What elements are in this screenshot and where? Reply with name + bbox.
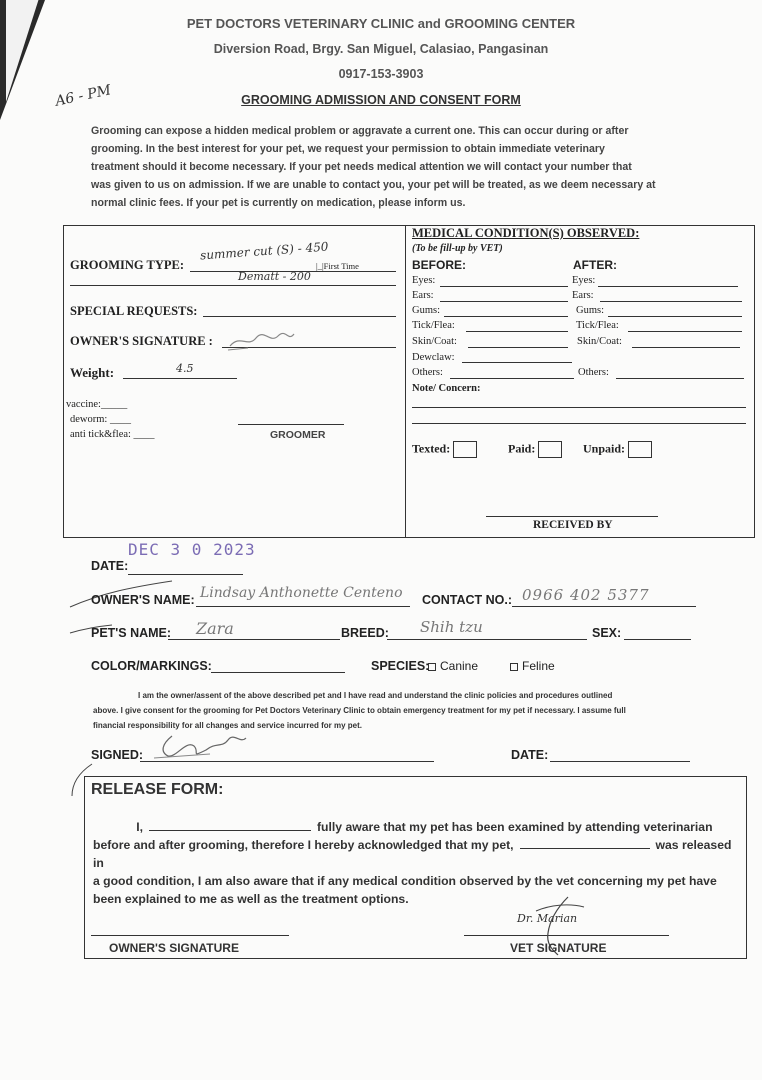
received-by-label: RECEIVED BY — [533, 519, 613, 531]
weight-field[interactable] — [123, 378, 237, 379]
release-line-1-text: fully aware that my pet has been examined by attending veterinarian — [317, 820, 713, 834]
paid-checkbox[interactable] — [508, 441, 562, 458]
after-tick-flea: Tick/Flea: — [576, 320, 619, 331]
after-ears-field[interactable] — [600, 301, 742, 302]
contact-label: CONTACT NO.: — [422, 593, 513, 607]
before-gums-field[interactable] — [444, 316, 568, 317]
groomer-signature-field[interactable] — [238, 424, 344, 425]
vet-signature-label: VET SIGNATURE — [510, 941, 607, 955]
signed-label: SIGNED: — [91, 748, 144, 762]
contact-field[interactable] — [512, 606, 696, 607]
before-ears-field[interactable] — [440, 301, 568, 302]
texted-box[interactable] — [453, 441, 477, 458]
unpaid-label: Unpaid: — [583, 441, 626, 456]
release-owner-signature-field[interactable] — [91, 935, 289, 936]
clinic-phone: 0917-153-3903 — [338, 67, 424, 81]
release-line-2-end: was released in — [93, 838, 732, 870]
release-line-1 — [93, 818, 743, 836]
before-label: BEFORE: — [412, 258, 466, 272]
feline-checkbox[interactable] — [510, 663, 518, 671]
species-feline-option[interactable] — [510, 659, 555, 673]
intro-line: grooming. In the best interest for your pet, we request your permission to obtain immediate veterinary — [91, 143, 605, 155]
others-before-field[interactable] — [450, 378, 574, 379]
vaccine-label: vaccine:_____ — [66, 399, 128, 410]
others-before-label: Others: — [412, 367, 443, 378]
anti-tick-label: anti tick&flea: ____ — [70, 429, 155, 440]
before-eyes-field[interactable] — [440, 286, 568, 287]
before-ears: Ears: — [412, 290, 434, 301]
color-label: COLOR/MARKINGS: — [91, 659, 212, 673]
after-gums: Gums: — [576, 305, 605, 316]
before-gums: Gums: — [412, 305, 441, 316]
before-tick-flea-field[interactable] — [466, 331, 568, 332]
before-eyes: Eyes: — [412, 275, 436, 286]
species-canine-option[interactable] — [428, 659, 478, 673]
release-line-2-text: before and after grooming, therefore I hereby acknowledged that my pet, — [93, 838, 514, 852]
intro-line: Grooming can expose a hidden medical problem or aggravate a current one. This can occur during or after — [91, 125, 629, 137]
before-skin-coat-field[interactable] — [468, 347, 568, 348]
medical-title: MEDICAL CONDITION(S) OBSERVED: — [412, 226, 640, 240]
release-owner-name-field[interactable] — [149, 818, 311, 831]
owner-signature-scribble — [226, 328, 296, 352]
special-requests-label: SPECIAL REQUESTS: — [70, 304, 198, 318]
grooming-type-line-2[interactable] — [70, 285, 396, 286]
pet-name-label: PET'S NAME: — [91, 626, 172, 640]
weight-label: Weight: — [70, 365, 115, 380]
owner-signature-signed — [150, 728, 260, 762]
texted-checkbox[interactable] — [412, 441, 477, 458]
release-line-4: been explained to me as well as the treatment options. — [93, 892, 409, 906]
unpaid-checkbox[interactable] — [583, 441, 652, 458]
after-eyes-field[interactable] — [598, 286, 738, 287]
breed-field[interactable] — [387, 639, 587, 640]
date-stamp: DEC 3 0 2023 — [128, 540, 256, 559]
medical-subtitle: (To be fill-up by VET) — [412, 243, 503, 254]
grooming-type-label: GROOMING TYPE: — [70, 258, 185, 272]
note-line-1[interactable] — [412, 407, 746, 408]
paid-label: Paid: — [508, 441, 536, 456]
after-skin-coat: Skin/Coat: — [577, 336, 622, 347]
after-skin-coat-field[interactable] — [632, 347, 740, 348]
species-label: SPECIES: — [371, 659, 430, 673]
intro-line: was given to us on admission. If we are unable to contact you, your pet will be treated, as we deem necessary at — [91, 179, 656, 191]
after-tick-flea-field[interactable] — [628, 331, 742, 332]
date2-label: DATE: — [511, 748, 549, 762]
consent-line: financial responsibility for all changes and service incurred for my pet. — [93, 721, 362, 730]
note-label: Note/ Concern: — [412, 383, 481, 394]
pet-name-value: Zara — [196, 619, 234, 638]
dewclaw-field[interactable] — [462, 362, 572, 363]
consent-line: above. I give consent for the grooming for Pet Doctors Veterinary Clinic to obtain emergency treatment for my pet if necessary. I assume full — [93, 706, 626, 715]
release-i: I, — [136, 820, 143, 834]
consent-line: I am the owner/assent of the above described pet and I have read and understand the clinic policies and procedures outlined — [138, 691, 613, 700]
vet-signature-handwritten: Dr. Marian — [517, 912, 578, 925]
release-title: RELEASE FORM: — [91, 781, 224, 798]
others-after-field[interactable] — [616, 378, 744, 379]
intro-line: normal clinic fees. If your pet is currently on medication, please inform us. — [91, 197, 466, 209]
grooming-type-value-2: Dematt - 200 — [238, 270, 311, 283]
after-gums-field[interactable] — [608, 316, 742, 317]
intro-paragraph — [91, 122, 711, 212]
color-field[interactable] — [211, 672, 345, 673]
date2-field[interactable] — [550, 761, 690, 762]
feline-label: Feline — [522, 659, 555, 673]
note-line-2[interactable] — [412, 423, 746, 424]
first-time-checkbox[interactable]: |_|First Time — [316, 261, 359, 271]
breed-label: BREED: — [341, 626, 389, 640]
owner-name-label: OWNER'S NAME: — [91, 593, 195, 607]
clinic-address: Diversion Road, Brgy. San Miguel, Calasiao, Pangasinan — [213, 42, 549, 56]
release-paragraph — [93, 818, 743, 908]
canine-label: Canine — [440, 659, 479, 673]
release-line-3: a good condition, I am also aware that if any medical condition observed by the vet concerning my pet have — [93, 874, 717, 888]
pet-name-field[interactable] — [168, 639, 340, 640]
release-owner-signature-label: OWNER'S SIGNATURE — [109, 941, 239, 955]
dewclaw-label: Dewclaw: — [412, 352, 455, 363]
paid-box[interactable] — [538, 441, 562, 458]
groomer-label: GROOMER — [270, 429, 326, 441]
owner-signature-label: OWNER'S SIGNATURE : — [70, 334, 213, 348]
received-by-field[interactable] — [486, 516, 658, 517]
before-skin-coat: Skin/Coat: — [412, 336, 457, 347]
intro-line: treatment should it become necessary. If your pet needs medical attention we will contact your number that — [91, 161, 632, 173]
release-pet-name-field[interactable] — [520, 836, 650, 849]
grooming-type-value: summer cut (S) - 450 — [199, 239, 329, 263]
special-requests-field[interactable] — [203, 316, 396, 317]
date-label: DATE: — [91, 559, 129, 573]
before-tick-flea: Tick/Flea: — [412, 320, 455, 331]
margin-note: A6 - PM — [53, 82, 113, 110]
after-label: AFTER: — [573, 258, 617, 272]
after-eyes: Eyes: — [572, 275, 596, 286]
box-divider — [405, 225, 406, 537]
weight-value: 4.5 — [176, 362, 194, 375]
form-title: GROOMING ADMISSION AND CONSENT FORM — [241, 93, 521, 107]
clinic-name: PET DOCTORS VETERINARY CLINIC and GROOMING CENTER — [186, 16, 576, 31]
unpaid-box[interactable] — [628, 441, 652, 458]
texted-label: Texted: — [412, 441, 451, 456]
canine-checkbox[interactable] — [428, 663, 436, 671]
owner-name-field[interactable] — [196, 606, 410, 607]
after-ears: Ears: — [572, 290, 594, 301]
contact-value: 0966 402 5377 — [522, 586, 650, 604]
others-after-label: Others: — [578, 367, 609, 378]
sex-label: SEX: — [592, 626, 622, 640]
release-line-2 — [93, 836, 743, 872]
breed-value: Shih tzu — [420, 618, 483, 636]
sex-field[interactable] — [624, 639, 691, 640]
owner-name-value: Lindsay Anthonette Centeno — [200, 585, 403, 601]
deworm-label: deworm: ____ — [70, 414, 131, 425]
consent-paragraph — [93, 688, 713, 733]
